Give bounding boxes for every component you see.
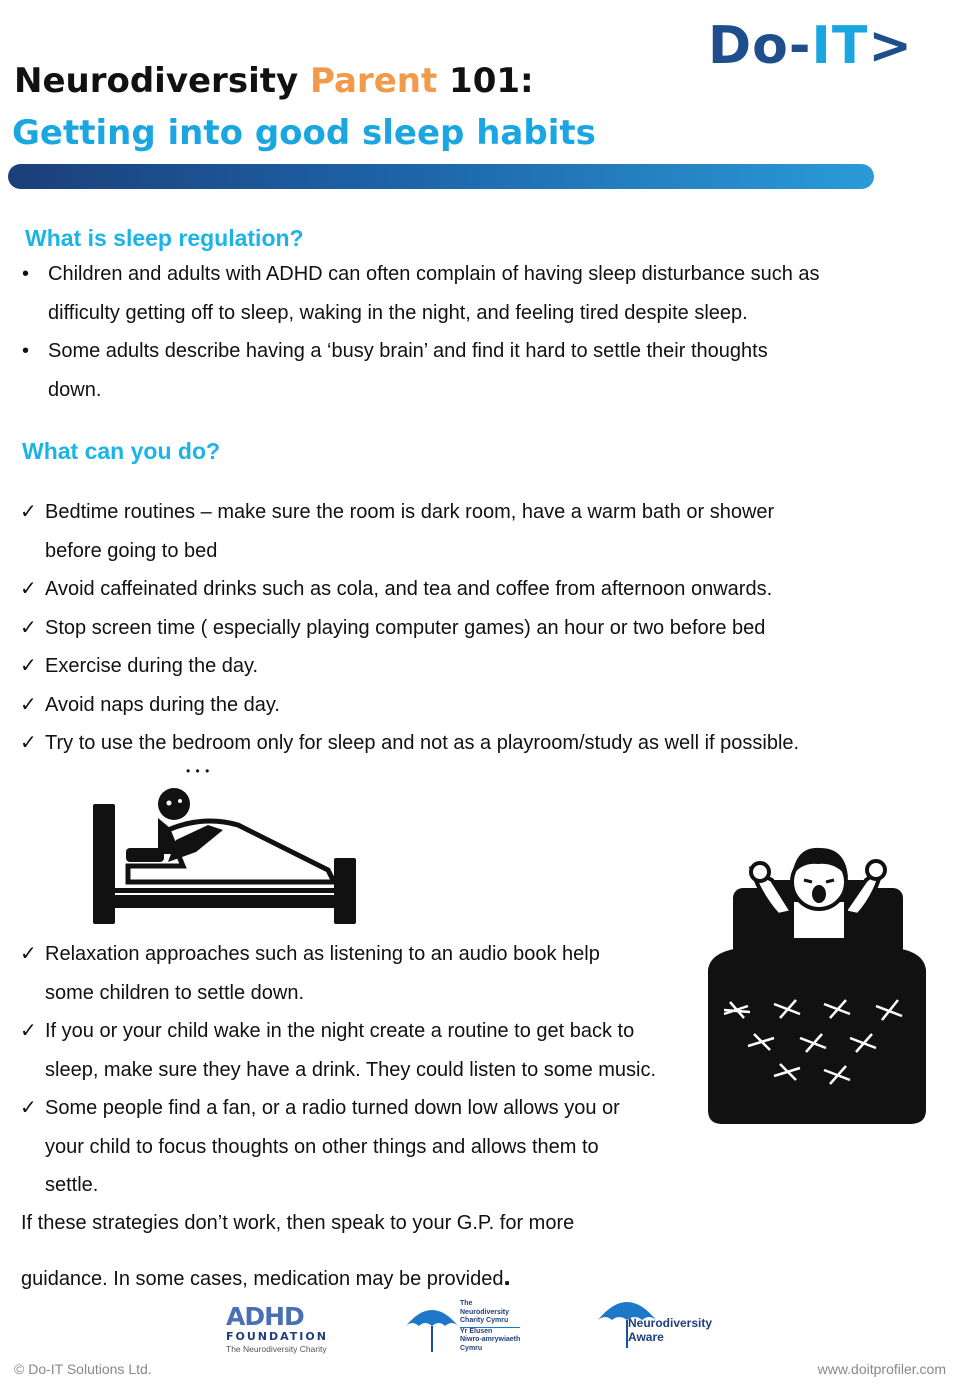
- section2-checklist: [20, 493, 900, 763]
- check-icon: ✓: [20, 732, 37, 754]
- closing-text: guidance. In some cases, medication may be provided: [21, 1268, 504, 1290]
- aware-text: [628, 1316, 712, 1344]
- check-icon: ✓: [20, 693, 37, 716]
- title-part1: Neurodiversity: [14, 61, 310, 101]
- list-item-line: your child to focus thoughts on other things and allows them to: [45, 1135, 599, 1158]
- list-item-line: Children and adults with ADHD can often complain of having sleep disturbance such as: [48, 263, 820, 285]
- list-item-line: If you or your child wake in the night create a routine to get back to: [45, 1020, 635, 1042]
- title-part3: 101:: [437, 61, 534, 101]
- list-item: [20, 1012, 710, 1089]
- check-icon: ✓: [20, 1020, 37, 1042]
- check-icon: ✓: [20, 501, 37, 523]
- logo-arrow: >: [868, 16, 913, 76]
- section2-checklist-continued: [20, 935, 710, 1205]
- do-it-logo: [708, 18, 913, 74]
- cymru-line: Niwro-amrywiaeth: [460, 1336, 521, 1343]
- check-icon: ✓: [20, 616, 37, 639]
- cymru-line: Charity Cymru: [460, 1317, 509, 1324]
- list-item: [20, 570, 900, 609]
- footer-website-link[interactable]: www.doitprofiler.com: [817, 1361, 946, 1377]
- logo-do: Do-: [708, 16, 812, 76]
- list-item: [20, 647, 900, 686]
- sleeping-person-illustration: [88, 764, 363, 930]
- list-item: [22, 332, 882, 409]
- section1-heading: What is sleep regulation?: [25, 225, 304, 251]
- closing-line-2: [21, 1257, 511, 1299]
- list-item-line: some children to settle down.: [45, 981, 305, 1004]
- section2-heading: What can you do?: [22, 438, 221, 464]
- list-item-line: Avoid naps during the day.: [45, 693, 280, 716]
- footer-copyright: © Do-IT Solutions Ltd.: [14, 1361, 152, 1377]
- list-item-line: Some people find a fan, or a radio turned down low allows you or: [45, 1097, 620, 1119]
- title-divider-bar: [8, 164, 874, 189]
- check-icon: ✓: [20, 655, 37, 677]
- list-item: [20, 609, 900, 648]
- adhd-foundation-text: FOUNDATION: [226, 1330, 328, 1343]
- adhd-sub-text: The Neurodiversity Charity: [226, 1344, 327, 1354]
- adhd-foundation-logo: [226, 1304, 341, 1356]
- logo-it: IT: [811, 16, 869, 76]
- cymru-line: The: [460, 1300, 473, 1307]
- list-item-line: Exercise during the day.: [45, 655, 259, 677]
- adhd-logo-text: ADHD: [226, 1302, 304, 1331]
- bullet-icon: •: [22, 340, 30, 362]
- bed-sleeper-icon: [88, 770, 363, 930]
- list-item-line: sleep, make sure they have a drink. They could listen to some music.: [45, 1058, 657, 1081]
- list-item-line: down.: [48, 378, 102, 401]
- list-item-line: Avoid caffeinated drinks such as cola, and tea and coffee from afternoon onwards.: [45, 578, 773, 600]
- list-item-line: before going to bed: [45, 539, 218, 562]
- list-item-line: Try to use the bedroom only for sleep and not as a playroom/study as well if possible.: [45, 732, 800, 754]
- title-part2: Parent: [309, 61, 438, 101]
- list-item-line: settle.: [45, 1174, 99, 1196]
- list-item-line: Some adults describe having a ‘busy brain’ and find it hard to settle their thoughts: [48, 340, 768, 362]
- check-icon: ✓: [20, 1097, 37, 1119]
- aware-line: Neurodiversity: [628, 1316, 713, 1330]
- list-item: [22, 255, 882, 332]
- neurodiversity-charity-cymru-logo: [404, 1298, 539, 1358]
- cymru-text: [460, 1300, 520, 1353]
- page-subtitle: Getting into good sleep habits: [12, 113, 596, 153]
- list-item-line: Relaxation approaches such as listening to an audio book help: [45, 943, 600, 965]
- sleep-dots: • • •: [186, 764, 211, 778]
- waking-child-illustration: [700, 840, 932, 1130]
- cymru-line: Yr Elusen: [460, 1327, 520, 1337]
- neurodiversity-aware-logo: [596, 1292, 724, 1352]
- list-item-line: Stop screen time ( especially playing computer games) an hour or two before bed: [45, 616, 766, 639]
- list-item: [20, 935, 710, 1012]
- closing-period: .: [503, 1261, 511, 1291]
- section1-list: [22, 255, 882, 409]
- child-bed-icon: [700, 840, 932, 1130]
- closing-line-1: If these strategies don’t work, then speak to your G.P. for more: [21, 1212, 575, 1234]
- list-item-line: Bedtime routines – make sure the room is dark room, have a warm bath or shower: [45, 501, 775, 523]
- bullet-icon: •: [22, 263, 30, 285]
- page-title: [14, 58, 534, 104]
- list-item: [20, 686, 900, 725]
- cymru-line: Cymru: [460, 1344, 483, 1352]
- list-item: [20, 1089, 710, 1205]
- cymru-line: Neurodiversity: [460, 1308, 510, 1316]
- list-item: [20, 493, 900, 570]
- list-item-line: difficulty getting off to sleep, waking in the night, and feeling tired despite sleep.: [48, 301, 748, 324]
- list-item: [20, 724, 900, 763]
- aware-line: Aware: [628, 1330, 664, 1344]
- check-icon: ✓: [20, 943, 37, 965]
- check-icon: ✓: [20, 578, 37, 600]
- umbrella-icon: [404, 1302, 460, 1354]
